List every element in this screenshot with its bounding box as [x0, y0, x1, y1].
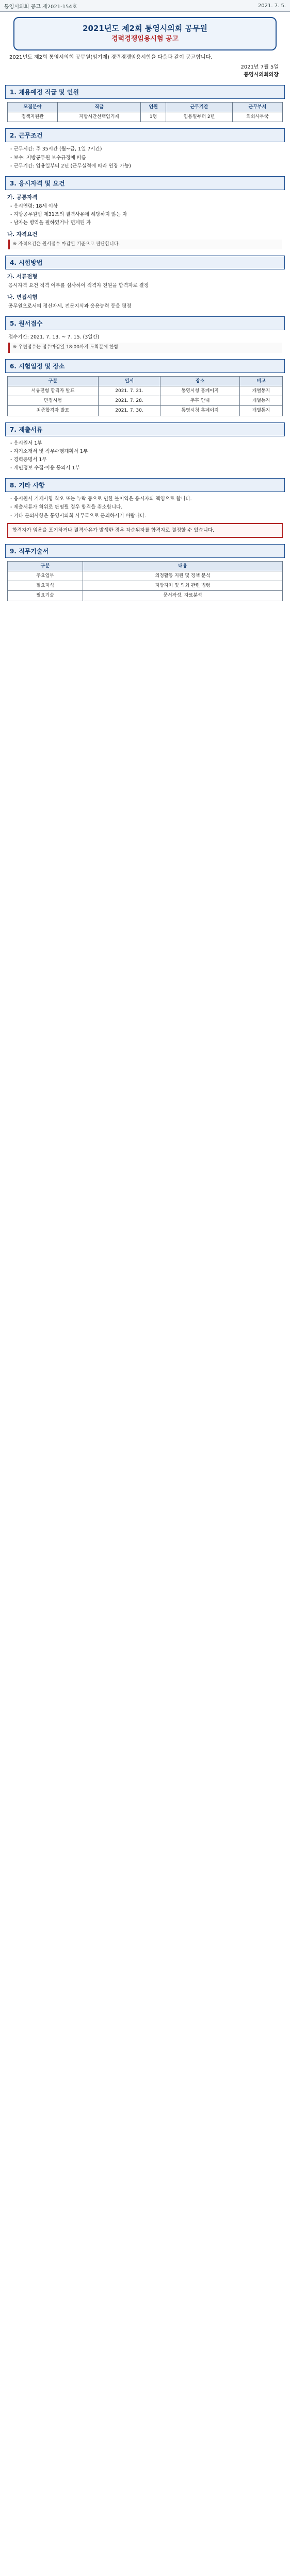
table-cell: 통영시청 홈페이지 [160, 386, 239, 396]
top-bar [0, 0, 290, 12]
table-header: 구분 [8, 562, 83, 571]
table-cell: 필요기술 [8, 591, 83, 601]
note: ※ 자격요건은 원서접수 마감일 기준으로 판단합니다. [8, 240, 282, 250]
schedule-table [7, 376, 283, 416]
section-heading: 8. 기타 사항 [5, 478, 285, 492]
table-cell: 필요지식 [8, 581, 83, 591]
table-cell: 1명 [141, 112, 166, 122]
list-item: - 응시원서 1부 [10, 439, 282, 447]
table-cell: 의회사무국 [232, 112, 282, 122]
title-banner [13, 17, 277, 50]
table-row [8, 386, 283, 396]
table-cell: 주요업무 [8, 571, 83, 581]
table-header: 모집분야 [8, 103, 58, 112]
section-heading: 9. 직무기술서 [5, 544, 285, 558]
list-item: - 자기소개서 및 직무수행계획서 1부 [10, 448, 282, 455]
table-header-row [8, 103, 283, 112]
table-cell: 의정활동 지원 및 정책 분석 [83, 571, 282, 581]
publisher [0, 63, 279, 79]
table-header-row [8, 562, 283, 571]
table-cell: 2021. 7. 30. [98, 406, 160, 416]
job-description-table [7, 561, 283, 601]
list-item: - 개인정보 수집·이용 동의서 1부 [10, 464, 282, 472]
table-cell: 서류전형 합격자 발표 [8, 386, 99, 396]
table-header: 직급 [58, 103, 141, 112]
subsection-heading: 나. 자격요건 [7, 231, 38, 238]
table-header-row [8, 376, 283, 386]
list-item: - 제출서류가 허위로 판명될 경우 합격을 취소합니다. [10, 503, 282, 511]
notice-number: 통영시의회 공고 제2021-154호 [4, 4, 77, 10]
list-item: - 보수: 지방공무원 보수규정에 따름 [10, 154, 282, 162]
list-item: - 응시연령: 18세 이상 [10, 202, 282, 210]
list-item: - 근무시간: 주 35시간 (월~금, 1일 7시간) [10, 145, 282, 153]
paragraph: 응시자격 요건 적격 여부를 심사하여 적격자 전원을 합격자로 결정 [8, 283, 149, 289]
publisher-org: 통영시의회의장 [244, 72, 279, 78]
table-cell: 개별통지 [240, 396, 283, 406]
section-heading: 4. 시험방법 [5, 256, 285, 269]
table-cell: 개별통지 [240, 406, 283, 416]
misc-list [10, 495, 282, 520]
subsection-heading: 나. 면접시험 [7, 294, 38, 300]
table-header: 일시 [98, 376, 160, 386]
table-cell: 최종합격자 발표 [8, 406, 99, 416]
table-header: 장소 [160, 376, 239, 386]
table-header: 내용 [83, 562, 282, 571]
table-row [8, 581, 283, 591]
table-row [8, 591, 283, 601]
table-row [8, 112, 283, 122]
recruit-table [7, 102, 283, 122]
table-cell: 지방시간선택임기제 [58, 112, 141, 122]
table-row [8, 571, 283, 581]
table-header: 비고 [240, 376, 283, 386]
list-item: - 경력증명서 1부 [10, 456, 282, 464]
table-cell: 면접시험 [8, 396, 99, 406]
conditions-list [10, 145, 282, 170]
table-cell: 개별통지 [240, 386, 283, 396]
list-item: - 남자는 병역을 필하였거나 면제된 자 [10, 219, 282, 227]
table-cell: 추후 안내 [160, 396, 239, 406]
table-cell: 통영시청 홈페이지 [160, 406, 239, 416]
notice-date: 2021. 7. 5. [257, 3, 286, 9]
banner-title: 2021년도 제2회 통영시의회 공무원 [83, 24, 207, 33]
table-cell: 지방자치 및 의회 관련 법령 [83, 581, 282, 591]
subsection-heading: 가. 공통자격 [7, 194, 38, 200]
subsection-heading: 가. 서류전형 [7, 274, 38, 280]
table-cell: 문서작성, 자료분석 [83, 591, 282, 601]
table-cell: 임용일부터 2년 [166, 112, 233, 122]
intro-text: 2021년도 제2회 통영시의회 공무원(임기제) 경력경쟁임용시험을 다음과 같이 공고합니다. [9, 54, 213, 60]
list-item: - 응시원서 기재사항 착오 또는 누락 등으로 인한 불이익은 응시자의 책임으로 합니다. [10, 495, 282, 503]
table-header: 근무기간 [166, 103, 233, 112]
table-header: 구분 [8, 376, 99, 386]
section-heading: 2. 근무조건 [5, 128, 285, 142]
paragraph: 공무원으로서의 정신자세, 전문지식과 응용능력 등을 평정 [8, 303, 132, 309]
table-cell: 2021. 7. 21. [98, 386, 160, 396]
note: ※ 우편접수는 접수마감일 18:00까지 도착분에 한함 [8, 343, 282, 353]
list-item: - 근무기간: 임용일부터 2년 (근무실적에 따라 연장 가능) [10, 162, 282, 170]
section-heading: 3. 응시자격 및 요건 [5, 176, 285, 190]
qualification-list [10, 202, 282, 227]
list-item: - 지방공무원법 제31조의 결격사유에 해당하지 않는 자 [10, 211, 282, 218]
section-heading: 5. 원서접수 [5, 316, 285, 330]
banner-subtitle: 경력경쟁임용시험 공고 [111, 35, 179, 43]
section-heading: 7. 제출서류 [5, 422, 285, 436]
section-heading: 6. 시험일정 및 장소 [5, 359, 285, 373]
documents-list [10, 439, 282, 472]
table-row [8, 406, 283, 416]
publish-date: 2021년 7월 5일 [240, 64, 279, 71]
section-heading: 1. 채용예정 직급 및 인원 [5, 85, 285, 99]
table-row [8, 396, 283, 406]
warning-box: 합격자가 임용을 포기하거나 결격사유가 발생한 경우 차순위자를 합격자로 결정할 수 있습니다. [7, 523, 283, 538]
paragraph: 접수기간: 2021. 7. 13. ~ 7. 15. (3일간) [8, 334, 100, 340]
list-item: - 기타 문의사항은 통영시의회 사무국으로 문의하시기 바랍니다. [10, 512, 282, 520]
table-cell: 2021. 7. 28. [98, 396, 160, 406]
table-header: 인원 [141, 103, 166, 112]
table-header: 근무부서 [232, 103, 282, 112]
table-cell: 정책지원관 [8, 112, 58, 122]
